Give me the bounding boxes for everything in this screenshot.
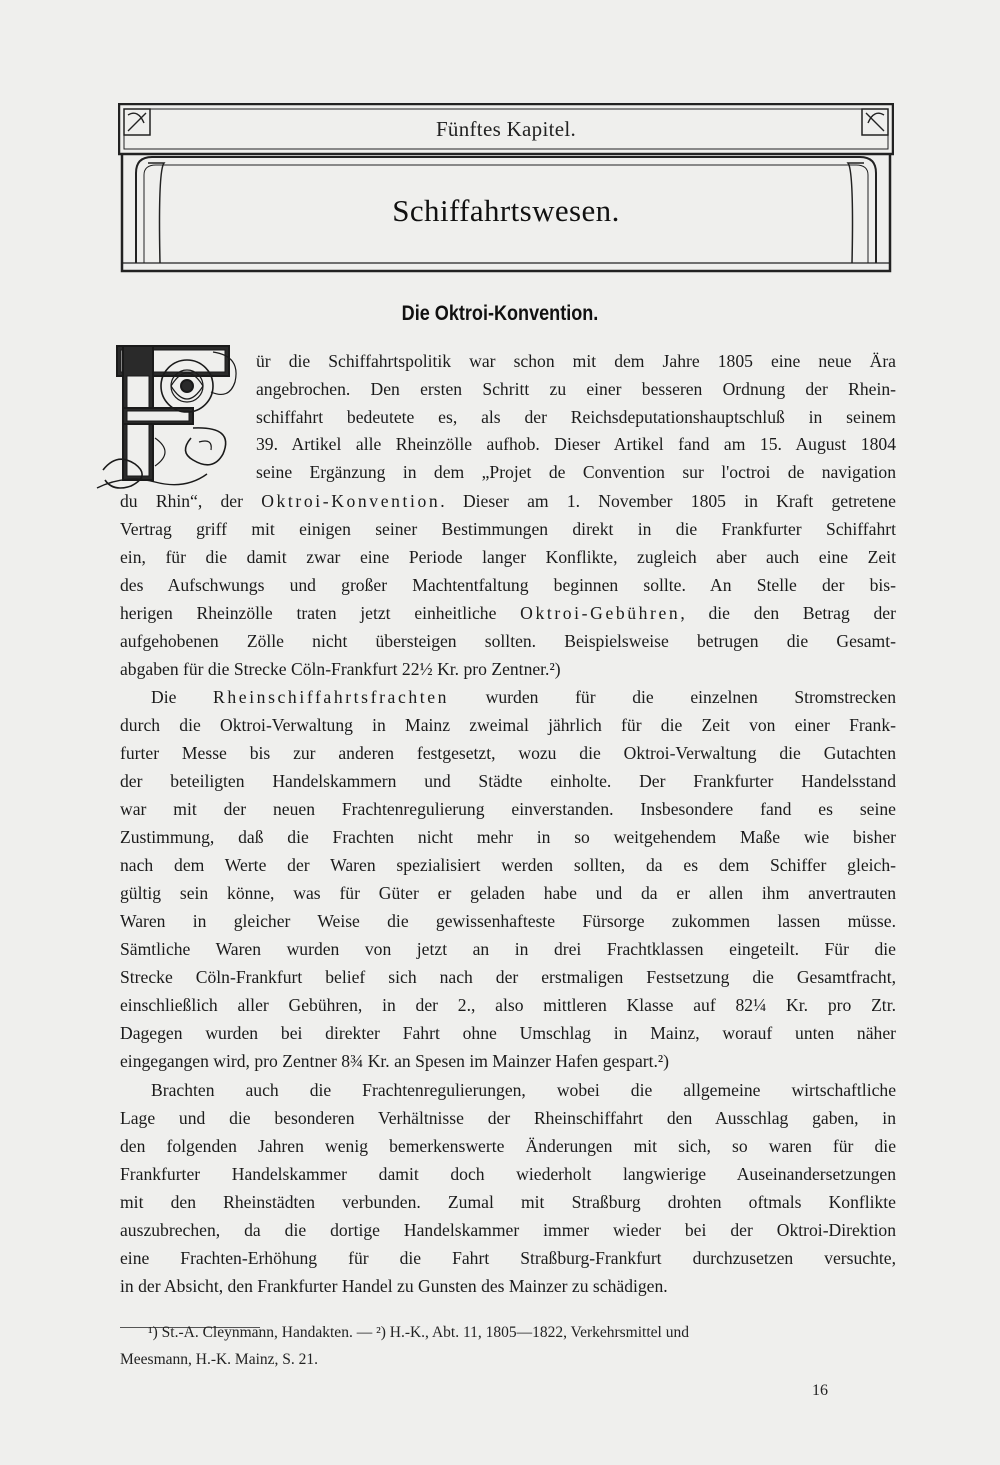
body-text-line xyxy=(120,490,896,512)
text-run: war mit der neuen Frachtenregulierung einverstanden. Insbesondere fand es seine xyxy=(120,799,896,819)
text-run: in der Absicht, den Frankfurter Handel zu Gunsten des Mainzer zu schädigen. xyxy=(120,1276,668,1296)
text-run: gültig sein könne, was für Güter er geladen habe und da er allen ihm anvertrauten xyxy=(120,883,896,903)
text-run: seine Ergänzung in dem „Projet de Convention sur l'octroi de navigation xyxy=(256,462,896,482)
text-run: angebrochen. Den ersten Schritt zu einer besseren Ordnung der Rhein- xyxy=(256,379,896,399)
text-run: , die den Betrag der xyxy=(680,603,896,623)
body-text-line xyxy=(256,378,896,400)
text-run: einschließlich aller Gebühren, in der 2., also mittleren Klasse auf 82¼ Kr. pro Ztr. xyxy=(120,995,896,1015)
body-text-line xyxy=(120,938,896,960)
text-run: des Aufschwungs und großer Machtentfaltung beginnen sollte. An Stelle der bis- xyxy=(120,575,896,595)
text-run: abgaben für die Strecke Cöln-Frankfurt 22½ Kr. pro Zentner.²) xyxy=(120,659,561,679)
footnote-line: ¹) St.-A. Cleynmann, Handakten. — ²) H.-K., Abt. 11, 1805—1822, Verkehrsmittel und xyxy=(148,1324,689,1341)
decorated-f-icon xyxy=(95,342,245,494)
text-run: Die xyxy=(151,687,214,707)
body-text-line xyxy=(120,994,896,1016)
text-run: Sämtliche Waren wurden von jetzt an in drei Frachtklassen eingeteilt. Für die xyxy=(120,939,896,959)
spaced-emphasis-text: Oktroi-Gebühren xyxy=(520,603,681,623)
text-run: der beteiligten Handelskammern und Städte einholte. Der Frankfurter Handelsstand xyxy=(120,771,896,791)
text-run: schiffahrt bedeutete es, als der Reichsdeputationshauptschluß in seinem xyxy=(256,407,896,427)
body-text-line xyxy=(120,1247,896,1269)
text-run: Strecke Cöln-Frankfurt belief sich nach der erstmaligen Festsetzung die Gesamtfracht, xyxy=(120,967,896,987)
spaced-emphasis-text: Oktroi-Konvention xyxy=(261,491,441,511)
footnote-line: Meesmann, H.-K. Mainz, S. 21. xyxy=(120,1351,319,1368)
text-run: Vertrag griff mit einigen seiner Bestimmungen direkt in die Frankfurter Schiffahrt xyxy=(120,519,896,539)
body-text-line xyxy=(120,1135,896,1157)
body-text-line xyxy=(120,602,896,624)
text-run: herigen Rheinzölle traten jetzt einheitliche xyxy=(120,603,521,623)
body-text-line xyxy=(256,461,896,483)
text-run: furter Messe bis zur anderen festgesetzt, wozu die Oktroi-Verwaltung die Gutachten xyxy=(120,743,896,763)
text-run: ein, für die damit zwar eine Periode langer Konflikte, zugleich aber auch eine Zeit xyxy=(120,547,896,567)
chapter-label: Fünftes Kapitel. xyxy=(435,117,577,141)
spaced-emphasis-text: Rheinschiffahrtsfrachten xyxy=(213,687,450,707)
ornamental-initial-letter xyxy=(95,342,245,494)
section-heading: Die Oktroi-Konvention. xyxy=(401,302,599,325)
body-text-line xyxy=(120,910,896,932)
body-text-line xyxy=(120,1275,896,1297)
body-text-line xyxy=(120,966,896,988)
body-text-line xyxy=(120,854,896,876)
body-text-line xyxy=(120,574,896,596)
text-run: Zustimmung, daß die Frachten nicht mehr in so weitgehendem Maße wie bisher xyxy=(120,827,896,847)
text-run: Brachten auch die Frachtenregulierungen, wobei die allgemeine wirtschaftliche xyxy=(151,1080,896,1100)
body-text-line xyxy=(120,882,896,904)
text-run: wurden für die einzelnen Stromstrecken xyxy=(449,687,896,707)
body-text-line xyxy=(151,1079,896,1101)
body-text-line xyxy=(256,406,896,428)
body-text-line xyxy=(120,1163,896,1185)
text-run: auszubrechen, da die dortige Handelskammer immer wieder bei der Oktroi-Direktion xyxy=(120,1220,896,1240)
text-run: 39. Artikel alle Rheinzölle aufhob. Dieser Artikel fand am 15. August 1804 xyxy=(256,434,896,454)
body-text-line xyxy=(120,742,896,764)
text-run: eine Frachten-Erhöhung für die Fahrt Straßburg-Frankfurt durchzusetzen versuchte, xyxy=(120,1248,896,1268)
body-text-line xyxy=(120,1022,896,1044)
text-run: aufgehobenen Zölle nicht übersteigen sollten. Beispielsweise betrugen die Gesamt- xyxy=(120,631,896,651)
body-text-line xyxy=(256,433,896,455)
text-run: Frankfurter Handelskammer damit doch wiederholt langwierige Auseinandersetzungen xyxy=(120,1164,896,1184)
chapter-header-frame xyxy=(118,103,894,273)
body-text-line xyxy=(120,1191,896,1213)
text-run: du Rhin“, der xyxy=(120,491,262,511)
text-run: mit den Rheinstädten verbunden. Zumal mit Straßburg drohten oftmals Konflikte xyxy=(120,1192,896,1212)
body-text-line xyxy=(151,686,896,708)
text-run: . Dieser am 1. November 1805 in Kraft getretene xyxy=(440,491,896,511)
text-run: durch die Oktroi-Verwaltung in Mainz zweimal jährlich für die Zeit von einer Frank- xyxy=(120,715,896,735)
body-text-line xyxy=(120,1219,896,1241)
body-text-line xyxy=(256,350,896,372)
page-number: 16 xyxy=(812,1382,828,1399)
body-text-line xyxy=(120,1107,896,1129)
body-text-line xyxy=(120,630,896,652)
text-run: Lage und die besonderen Verhältnisse der Rheinschiffahrt den Ausschlag gaben, in xyxy=(120,1108,896,1128)
text-run: Waren in gleicher Weise die gewissenhafteste Fürsorge zukommen lassen müsse. xyxy=(120,911,896,931)
body-text-line xyxy=(120,798,896,820)
chapter-title: Schiffahrtswesen. xyxy=(392,193,620,228)
body-text-line xyxy=(120,658,896,680)
body-text-line xyxy=(120,546,896,568)
text-run: eingegangen wird, pro Zentner 8¾ Kr. an Spesen im Mainzer Hafen gespart.²) xyxy=(120,1051,670,1071)
body-text-line xyxy=(120,1050,896,1072)
body-text-line xyxy=(120,714,896,736)
text-run: Dagegen wurden bei direkter Fahrt ohne Umschlag in Mainz, worauf unten näher xyxy=(120,1023,896,1043)
body-text-line xyxy=(120,770,896,792)
text-run: ür die Schiffahrtspolitik war schon mit dem Jahre 1805 eine neue Ära xyxy=(256,351,896,371)
body-text-line xyxy=(120,826,896,848)
text-run: nach dem Werte der Waren spezialisiert werden sollten, da es dem Schiffer gleich- xyxy=(120,855,896,875)
text-run: den folgenden Jahren wenig bemerkenswerte Änderungen mit sich, so waren für die xyxy=(120,1136,896,1156)
body-text-line xyxy=(120,518,896,540)
